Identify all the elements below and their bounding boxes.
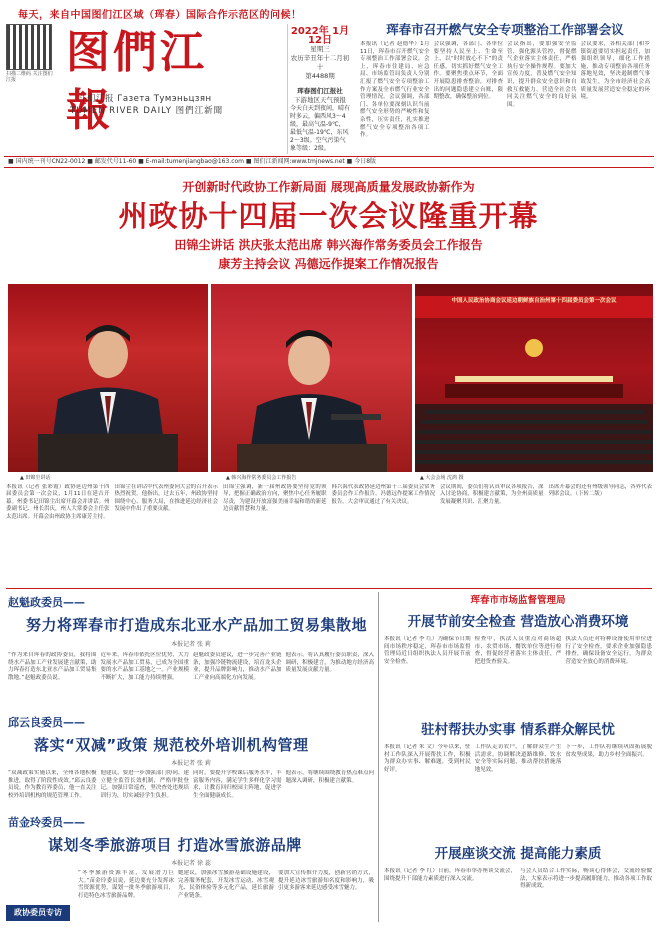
article-2-title[interactable]: 落实“双减”政策 规范校外培训机构管理 [34,736,309,754]
name-line-2: TUMEN RIVER DAILY 图們江新聞 [70,106,224,116]
name-line-1: 斗们江报 Газета Тумэньцзян [78,94,212,104]
photo-speaker-2[interactable] [211,284,412,472]
section-tag: 政协委员专访 [6,905,70,921]
article-3-byline: 本报记者 徐 蕊 [171,860,211,867]
text-column: 会议指出，要加强安全监管，强化源头管控，督促燃气企业落实主体责任，严格执行安全操作规程。要加大宣传力度，普及燃气安全知识，提升群众安全意识和自救互救能力，营造全社会共同关注燃气安全的良好氛围。 [507,41,577,108]
text-column: 会议要求，各相关部门和乡镇街道要切实担起责任，加强组织领导，细化工作措施，推动专项整治各项任务落地见效，坚决遏制燃气事故发生，为全市经济社会高质量发展营造安全稳定的环境。 [580,41,650,101]
text-column: “冬季旅游资源丰富，发展潜力巨大。”苗金玲委员说，延边要充分发挥冰雪资源优势，谋划一批冬季旅游项目，打造特色冰雪旅游品牌。 [78,870,174,899]
article-1 [8,594,374,704]
article-3-title[interactable]: 谋划冬季旅游项目 打造冰雪旅游品牌 [48,836,302,854]
right-article-1-section: 珲春市市场监督管理局 [470,595,566,606]
qr-caption: 扫描二维码 关注图们江报 [6,71,53,83]
article-3-person: 苗金玲委员—— [8,816,85,829]
issue-date: 2022年 1月12日 [290,26,350,46]
text-column: 本报讯（记者 李 红）日前，珲春市举办座谈交流会，围绕提升干部能力素质进行深入交流。 [384,868,516,882]
text-column: 她建议，加强冰雪旅游基础设施建设，完善服务配套，开发冰雪运动、冰雪观光、民俗体验等多元化产品，延长旅游产业链条。 [178,870,274,899]
lead-subtitle-1: 田锦尘讲话 洪庆张太范出席 韩兴海作常务委员会工作报告 [174,238,483,252]
right-article-2-body [384,744,652,826]
lead-subtitle-2: 康芳主持会议 冯德远作提案工作情况报告 [218,257,439,271]
section-divider [6,588,652,589]
text-column: 本报讯（记者 张彩霞）政协延边州第十四届委员会第一次会议，1月11日在延吉开幕。州委书记田锦尘出席开幕会并讲话。州委副书记、州长洪庆，州人大常委会主任张太范出席。开幕会由州政协主席康芳主持。 [6,484,110,520]
text-column: 下一步，工作队将继续巩固拓展脱贫攻坚成果，助力乡村全面振兴。 [565,744,652,758]
slogan: 每天，来自中国图们江区域（珲春）国际合作示范区的问候！ [18,10,302,21]
speaker-figure-1 [8,284,208,472]
info-bar: ■ 国内统一刊号CN22-0012 ■ 邮发代号11-60 ■ E-mail:tumenjiangbao@163.com ■ 图们江新闻网:www.tmjnews.net ■ 今日8版 [4,156,654,168]
right-article-1-body [384,636,652,716]
text-column: 本报讯（记者 朱 文）今年以来，驻村工作队深入开展帮扶工作，积极为群众办实事、解难题，受到村民好评。 [384,744,471,773]
text-column: 近年来，珲春市依托区位优势，大力发展水产品加工贸易，已成为全国重要的水产品加工基地之一。产业规模不断扩大，加工能力持续增强。 [100,652,189,681]
article-1-title[interactable]: 努力将珲春市打造成东北亚水产品加工贸易集散地 [26,616,368,634]
weather-subtitle: 下游地区天气预报 [294,96,346,104]
article-2 [8,714,374,810]
photo-assembly-hall[interactable] [415,284,653,472]
column-divider [378,592,379,922]
issue-number: 第4488期 [305,72,335,80]
text-column: 与会人员结合工作实际，畅谈心得体会，交流经验做法，大家表示将进一步提高履职能力，推动各项工作取得新成效。 [520,868,652,890]
right-article-3-body [384,868,652,928]
text-column: “双减政策实施以来，全州各地积极推进，取得了阶段性成效。”邱云良委员说，作为教育界委员，他一直关注校外培训机构的规范管理工作。 [8,770,97,799]
text-column: “作为来自珲春的政协委员，我将围绕水产品加工产业发展建言献策，助力珲春打造东北亚水产品加工贸易集散地。”赵魁政委员说。 [8,652,97,681]
right-article-2 [384,718,652,818]
text-column: 工作队走访农户，了解群众生产生活需求，协调解决道路维修、饮水安全等实际问题，推动帮扶措施落地见效。 [474,744,562,773]
right-article-3 [384,842,652,922]
text-column: 检查中，执法人员重点对商场超市、农贸市场、餐饮单位等进行检查，督促经营者落实主体责任，严把进货查验关。 [474,636,562,665]
text-column: 田锦尘在讲话中代表州委向大会的召开表示热烈祝贺。他指出，过去五年，州政协坚持围绕中心、服务大局，在推进延边经济社会发展中作出了重要贡献。 [114,484,218,513]
lead-body [6,484,652,584]
right-article-3-title[interactable]: 开展座谈交流 提高能力素质 [434,846,602,862]
assembly-stage [415,284,653,472]
lead-headline[interactable]: 州政协十四届一次会议隆重开幕 [118,199,539,233]
speaker-figure-2 [211,284,412,472]
right-article-1-title[interactable]: 开展节前安全检查 营造放心消费环境 [407,614,629,630]
text-column: 本报讯（记者 李 红）为确保节日期间市场秩序稳定，珲春市市场监督管理局近日组织执法人员开展节前安全检查。 [384,636,471,665]
text-column: 同时，要提升学校课后服务水平，丰富服务内容，满足学生多样化学习需求，让教育回归校园主阵地，促进学生全面健康成长。 [193,770,282,799]
article-2-person: 邱云良委员—— [8,716,85,729]
top-story [360,20,650,160]
qr-code-icon[interactable] [6,24,52,70]
article-3 [8,814,374,902]
photo-speaker-1[interactable] [8,284,208,472]
text-column: 他表示，将继续围绕教育热点难点问题深入调研，积极建言献策。 [285,770,374,784]
article-1-byline: 本报记者 张 莉 [171,641,211,648]
text-column: 会议强调，各部门、各单位要坚持人民至上、生命至上，以“时时放心不下”的责任感，切实抓好燃气安全工作。要聚焦重点环节，全面开展隐患排查整治，对排查出的问题隐患建立台账，限期整改，确保整治到位。 [433,41,503,101]
article-2-byline: 本报记者 张 莉 [171,760,211,767]
text-column: 出席开幕会的还有州级领导同志，各界代表列席会议。（下转二版） [548,484,652,498]
text-column: 他表示，将认真履行委员职责，深入调研，积极建言，为推动地方经济高质量发展贡献力量。 [285,652,374,674]
assembly-banner: 中国人民政治协商会议延边朝鲜族自治州第十四届委员会第一次会议 [415,296,653,318]
text-column: 韩兴海代表政协延边州第十三届委员会常务委员会作工作报告。冯德远作提案工作情况报告。大会审议通过了有关决议。 [331,484,435,505]
lead-kicker: 开创新时代政协工作新局面 展现高质量发展政协新作为 [182,180,475,194]
caption-middle: ▲ 韩兴海作常务委员会工作报告 [226,475,297,481]
text-column: 执法人员还对特种设备使用单位进行了安全检查，要求企业加强隐患排查，确保设备安全运行，为群众营造安全放心的消费环境。 [565,636,652,665]
top-story-title[interactable]: 珲春市召开燃气安全专项整治工作部署会议 [386,22,624,37]
article-1-person: 赵魁政委员—— [8,596,85,609]
article-3-body [8,870,374,908]
weather-text: 今天白天到夜间，晴有时多云，偏西风3～4级，最高气温-9℃，最低气温-19℃，东风2～3级。空气污染气象等级：2级。 [290,105,351,152]
text-column: 田锦尘强调，新一届州政协要坚持党的领导，把握正确政治方向，聚焦中心任务履职尽责，为建设开放富强美丽幸福和谐的新延边贡献智慧和力量。 [223,484,327,513]
date-box [287,24,352,154]
text-column: 要加大宣传推介力度，创新营销方式，提升延边冰雪旅游知名度和影响力，吸引更多游客来延边感受冰雪魅力。 [278,870,374,892]
weekday: 星期三 [310,45,330,53]
text-column: 他建议，要进一步加强部门协同，建立健全监管长效机制，严格审批登记，加强日常巡查，坚决查处违规培训行为，切实减轻学生负担。 [100,770,189,799]
article-2-body [8,770,374,816]
caption-right: ▲ 大会会场 沈鸿 摄 [420,475,464,481]
text-column: 本报讯（记者 赵德华）1月11日，珲春市召开燃气安全专项整治工作部署会议。会上，珲春市住建局、应急局、市场监管局负责人分别汇报了燃气安全专项整治工作方案及全市燃气行业安全管理情况。会议强调，各部门、各单位要深刻认识当前燃气安全形势的严峻性和复杂性，压实责任，扎实推进燃气安全专项整治各项工作。 [360,41,430,139]
top-story-body [360,41,650,159]
newspaper-logo: 图們江報 [66,27,207,136]
right-article-1 [384,592,652,710]
text-column: 赵魁政委员建议，进一步完善产业链条，加强冷链物流建设，培育龙头企业，提升品牌影响力，推动水产品加工产业向高端化方向发展。 [193,652,282,681]
weather-title: 珲春图们江报社 [297,87,343,95]
article-1-body [8,652,374,710]
caption-left: ▲ 田锦尘讲话 [20,475,51,481]
lunar-date: 农历辛丑年十二月初十 [290,54,350,71]
text-column: 会议期间，委员们将认真审议各项报告，深入讨论协商，积极建言献策，为全州高质量发展凝聚共识、汇聚力量。 [440,484,544,505]
right-article-2-title[interactable]: 驻村帮扶办实事 情系群众解民忧 [421,722,615,738]
